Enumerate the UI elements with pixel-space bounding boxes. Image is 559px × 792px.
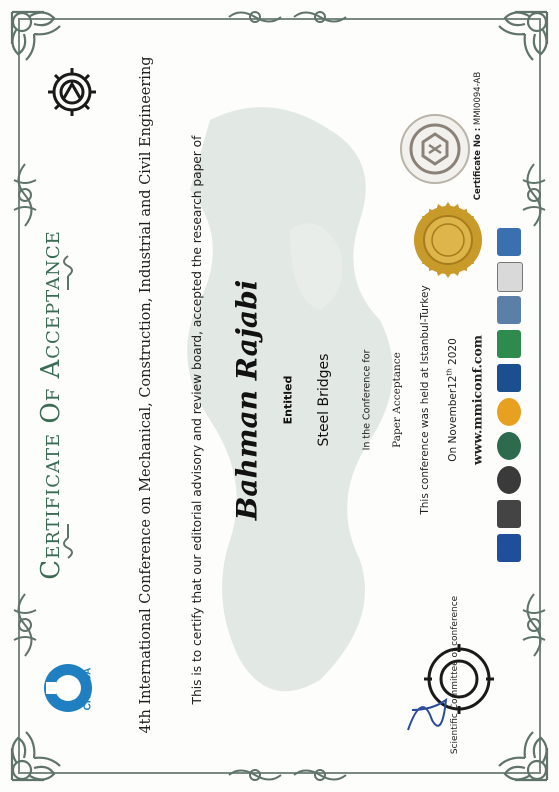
date-sup: th (445, 368, 454, 376)
author-name: Bahman Rajabi (230, 279, 264, 521)
sponsor-logo-10 (497, 534, 521, 562)
certificate-no-column (470, 56, 486, 216)
side-ornament-right-bottom (517, 590, 551, 660)
entitled-label: Entitled (281, 375, 295, 425)
paper-title-column (313, 340, 335, 460)
held-text: This conference was held at Istanbul-Turkey (419, 285, 431, 515)
certificate-no-value: MMI0094-AB (473, 71, 483, 126)
signature-caption: Scientific Committee of conference (450, 595, 460, 755)
signature-scribble (402, 680, 452, 740)
sponsor-logo-9 (497, 500, 521, 528)
entitled-column (280, 370, 296, 430)
certificate-title-column (34, 230, 68, 580)
certificate-no-label: Certificate No : (473, 127, 483, 201)
certificate-title: Certificate Of Acceptance (36, 230, 66, 580)
sponsor-logo-4 (497, 330, 521, 358)
top-ornament-left (225, 6, 285, 28)
certificate-no (473, 72, 483, 200)
paper-title: Steel Bridges (316, 353, 332, 447)
sponsor-logo-6 (497, 398, 521, 426)
date-suffix: 2020 (446, 338, 459, 369)
sponsor-logo-5 (497, 364, 521, 392)
website-link[interactable]: www.mmiconf.com (469, 334, 485, 466)
corner-ornament-top-right (475, 4, 555, 84)
date-text (445, 338, 459, 462)
in-conference-label: In the Conference for (361, 349, 373, 451)
side-ornament-right-top (517, 160, 551, 230)
conference-title-column (133, 56, 159, 734)
conference-title: 4th International Conference on Mechanical, Construction, Industrial and Civil Engineering (138, 56, 154, 734)
sponsor-logo-8 (497, 466, 521, 494)
corner-ornament-bottom-left (4, 708, 84, 788)
certify-text: This is to certify that our editorial advisory and review board, accepted the research paper of (190, 135, 204, 705)
conference-emblem-seal (398, 112, 472, 186)
website-column (466, 320, 488, 480)
date-column (444, 330, 460, 470)
sponsor-logo-2 (497, 262, 523, 292)
date-prefix: On November12 (446, 375, 459, 462)
corner-ornament-bottom-right (475, 708, 555, 788)
in-conference-column (360, 340, 374, 460)
sponsor-logo-7 (497, 432, 521, 460)
conference-gear-logo (44, 64, 100, 120)
civilica-label-column (80, 664, 96, 714)
sponsor-logo-3 (497, 296, 521, 324)
status-label: Paper Acceptance (391, 352, 403, 448)
gold-seal (408, 200, 488, 280)
signature-caption-column (448, 590, 462, 760)
side-ornament-left-bottom (8, 590, 42, 660)
bottom-ornament-right (290, 764, 350, 786)
held-column (417, 285, 433, 515)
status-column (389, 340, 405, 460)
civilica-label: CIVILICA (82, 667, 94, 711)
side-ornament-left-top (8, 160, 42, 230)
sponsor-logo-1 (497, 228, 521, 256)
bottom-ornament-left (225, 764, 285, 786)
author-name-column (222, 270, 272, 530)
certify-text-column (186, 135, 208, 705)
top-ornament-right (290, 6, 350, 28)
